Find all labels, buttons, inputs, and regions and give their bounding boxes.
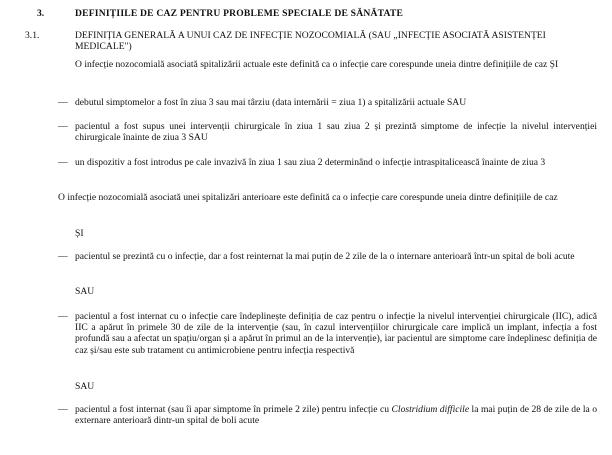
- connector-or: SAU: [75, 381, 95, 392]
- list-item: pacientul se prezintă cu o infecție, dar a fost reinternat la mai puțin de 2 zile de la o internare anterioară într-un spital de boli acute: [75, 251, 575, 262]
- list-dash: —: [58, 404, 68, 415]
- connector-or: SAU: [75, 286, 95, 297]
- list-item: debutul simptomelor a fost în ziua 3 sau mai târziu (data internării = ziua 1) a spitalizării actuale SAU: [75, 97, 467, 108]
- subsection-title: DEFINIȚIA GENERALĂ A UNUI CAZ DE INFECȚIE NOZOCOMIALĂ (SAU „INFECȚIE ASOCIATĂ ASISTENȚEI MEDICALE"): [75, 30, 546, 53]
- list-item: pacientul a fost supus unei intervenții chirurgicale în ziua 1 sau ziua 2 și prezintă simptome de infecție la nivelul intervenției chirurgicale înainte de ziua 3 SAU: [75, 121, 597, 144]
- paragraph-current-hospitalization: O infecție nozocomială asociată spitalizării actuale este definită ca o infecție care corespunde uneia dintre definițiile de caz ȘI: [75, 59, 559, 70]
- list-dash: —: [58, 121, 68, 132]
- list-dash: —: [58, 157, 68, 168]
- subsection-number: 3.1.: [25, 30, 40, 41]
- list-dash: —: [58, 251, 68, 262]
- list-dash: —: [58, 311, 68, 322]
- list-item: pacientul a fost internat cu o infecție care îndeplinește definiția de caz pentru o infecție la nivelul intervenției chirurgicale (IIC), adică IIC a apărut în primele 30 de zile de la intervenție (sau, în cazul intervențiilor chirurgicale care implică un implant, infecția a fost profundă sau a afectat un spațiu/organ și a apărut în primul an de la intervenție), iar pacientul are simptome care îndeplinesc definiția de caz și/sau este sub tratament cu antimicrobiene pentru infecția respectivă: [75, 311, 597, 356]
- list-item: un dispozitiv a fost introdus pe cale invazivă în ziua 1 sau ziua 2 determinând o infecție intraspitalicească înainte de ziua 3: [75, 157, 546, 168]
- section-title: DEFINIȚIILE DE CAZ PENTRU PROBLEME SPECIALE DE SĂNĂTATE: [75, 8, 404, 19]
- organism-name: Clostridium difficile: [391, 404, 470, 415]
- connector-and: ȘI: [75, 228, 84, 239]
- list-item-text: la mai puțin de 28 de zile de la o externare anterioară dintr-un spital de boli acute: [75, 404, 597, 427]
- list-dash: —: [58, 97, 68, 108]
- list-item: [75, 404, 597, 426]
- section-number: 3.: [37, 8, 45, 19]
- paragraph-previous-hospitalization: O infecție nozocomială asociată unei spitalizări anterioare este definită ca o infecție care corespunde uneia dintre definițiile de caz: [58, 192, 558, 203]
- list-item-text: pacientul a fost internat (sau îi apar simptome în primele 2 zile) pentru infecție cu: [75, 404, 392, 415]
